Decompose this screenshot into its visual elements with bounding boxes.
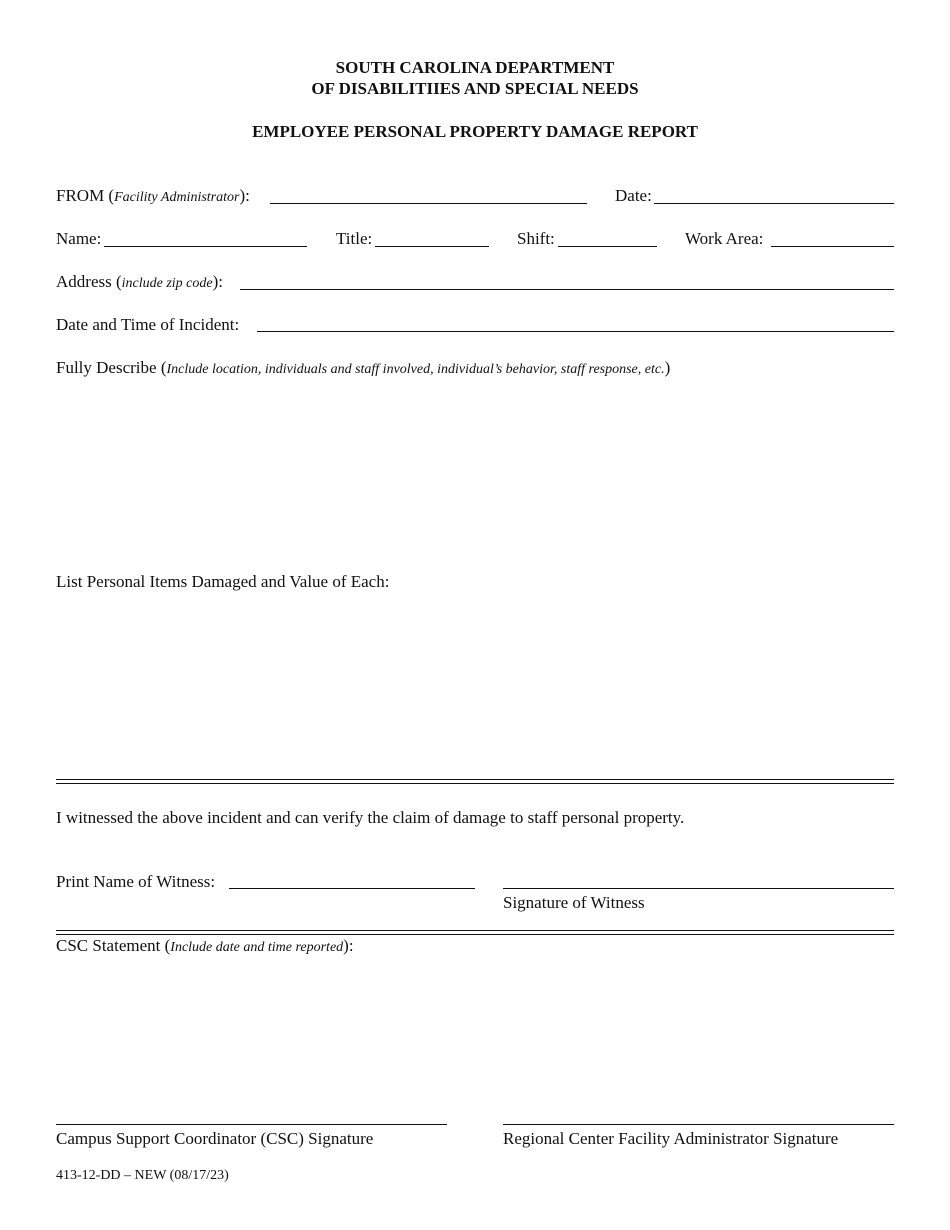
report-title: EMPLOYEE PERSONAL PROPERTY DAMAGE REPORT: [252, 122, 698, 141]
shift-label: Shift:: [517, 229, 555, 248]
work-area-label: Work Area:: [685, 229, 764, 248]
work-area-field[interactable]: [771, 246, 894, 247]
csc-signature-field[interactable]: [56, 1124, 447, 1125]
from-label: FROM (Facility Administrator):: [56, 186, 250, 205]
admin-signature-label: Regional Center Facility Administrator Signature: [503, 1129, 839, 1148]
describe-area[interactable]: [56, 385, 894, 565]
csc-signature-label: Campus Support Coordinator (CSC) Signature: [56, 1129, 374, 1148]
witness-signature-label: Signature of Witness: [503, 893, 645, 912]
incident-datetime-label: Date and Time of Incident:: [56, 315, 240, 334]
incident-datetime-field[interactable]: [257, 331, 894, 332]
department-name-line1: SOUTH CAROLINA DEPARTMENT: [335, 58, 615, 77]
witness-name-label: Print Name of Witness:: [56, 872, 216, 891]
name-label: Name:: [56, 229, 102, 248]
witness-statement: I witnessed the above incident and can verify the claim of damage to staff personal property.: [56, 808, 685, 827]
department-name-line2: OF DISABILITIIES AND SPECIAL NEEDS: [311, 79, 639, 98]
csc-statement-label: CSC Statement (Include date and time reported):: [56, 936, 354, 955]
section-divider: [56, 930, 894, 935]
witness-name-field[interactable]: [229, 888, 475, 889]
section-divider: [56, 779, 894, 784]
address-label: Address (include zip code):: [56, 272, 224, 291]
title-label: Title:: [336, 229, 373, 248]
address-field[interactable]: [240, 289, 894, 290]
title-field[interactable]: [375, 246, 489, 247]
date-label: Date:: [615, 186, 652, 205]
from-field[interactable]: [270, 203, 587, 204]
csc-statement-area[interactable]: [56, 962, 894, 1117]
witness-signature-field[interactable]: [503, 888, 894, 889]
items-damaged-area[interactable]: [56, 598, 894, 773]
form-number: 413-12-DD – NEW (08/17/23): [56, 1168, 229, 1183]
name-field[interactable]: [104, 246, 307, 247]
describe-label: Fully Describe (Include location, individuals and staff involved, individual’s behavior, staff response, etc.): [56, 358, 671, 377]
admin-signature-field[interactable]: [503, 1124, 894, 1125]
shift-field[interactable]: [558, 246, 657, 247]
date-field[interactable]: [654, 203, 894, 204]
items-damaged-label: List Personal Items Damaged and Value of Each:: [56, 572, 390, 591]
